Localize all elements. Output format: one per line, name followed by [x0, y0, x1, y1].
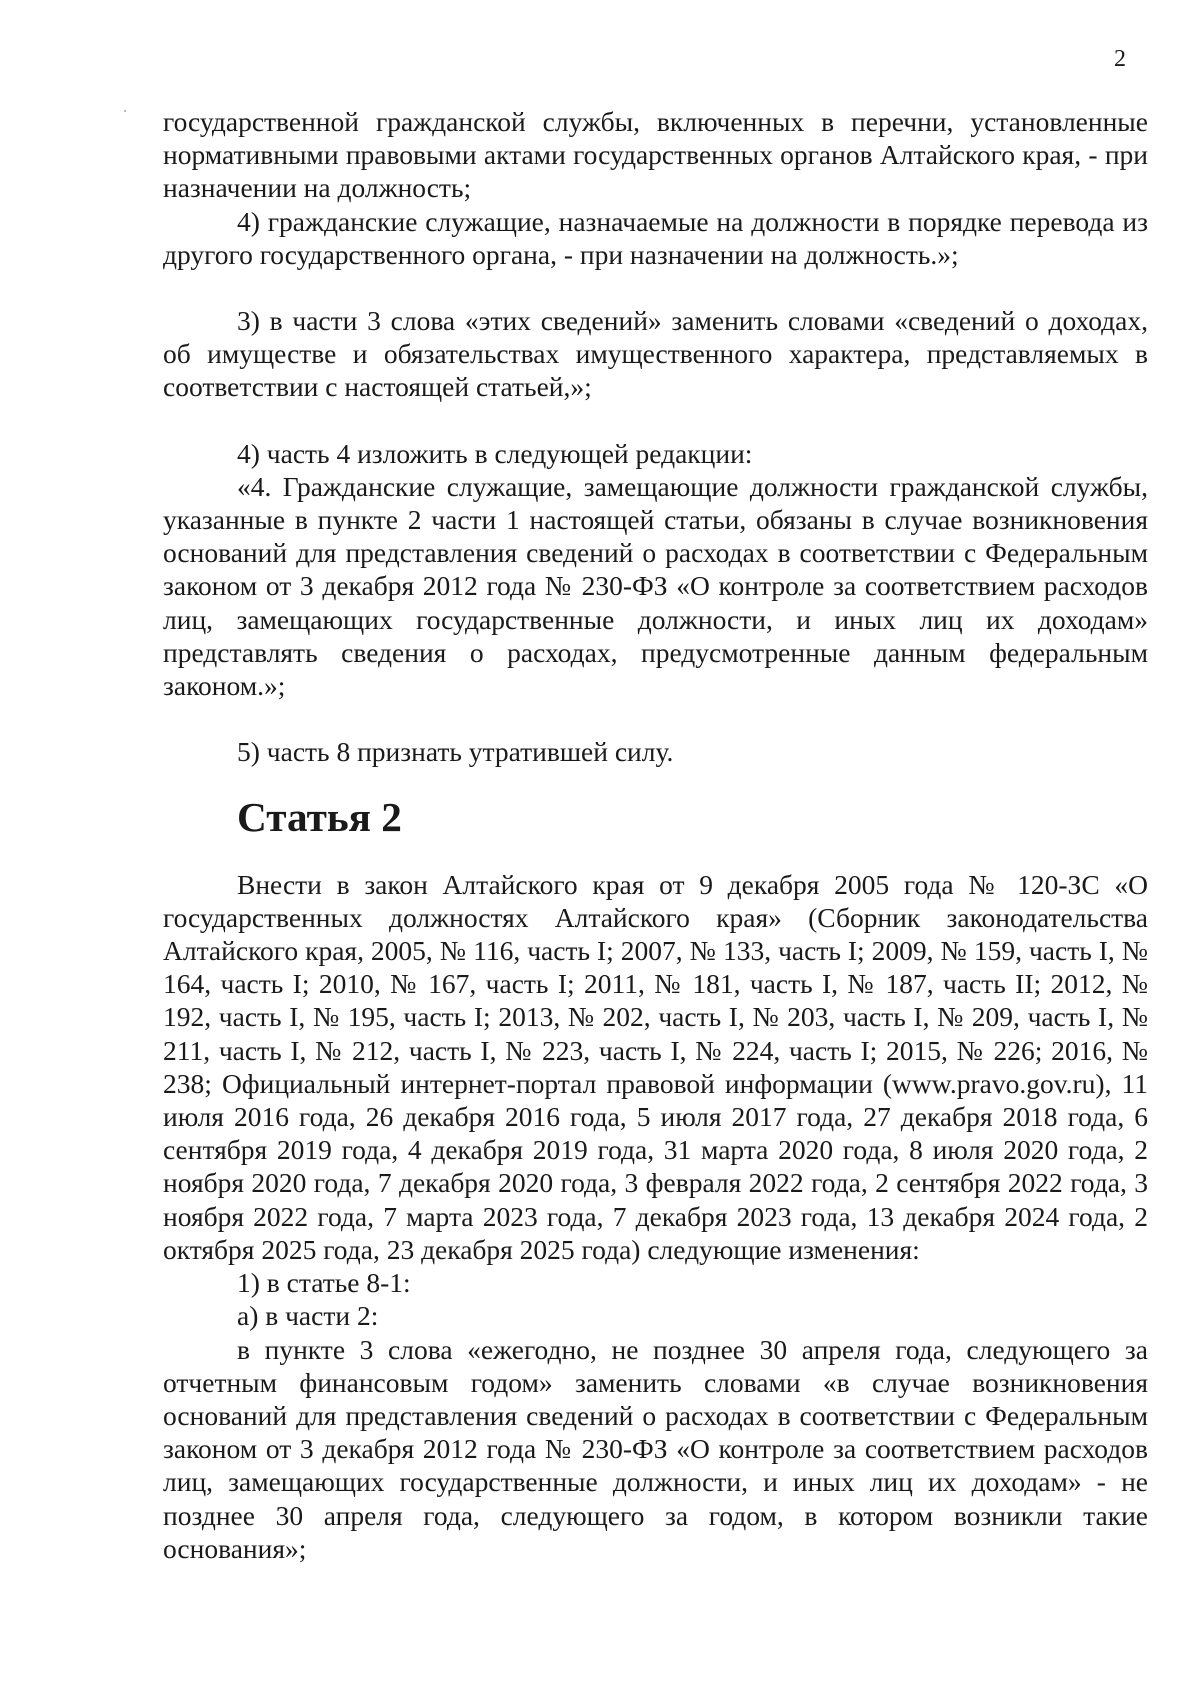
- paragraph-subitem-a: а) в части 2:: [237, 1300, 379, 1332]
- scan-speck: [124, 110, 126, 112]
- page-number: 2: [1114, 46, 1126, 72]
- paragraph-point-3: в пункте 3 слова «ежегодно, не позднее 30 апреля года, следующего за отчетным финансовым годом» заменить словами «в случае возникновения оснований для представления сведений о расходах в соответствии с Федеральным законом от 3 декабря 2012 года № 230-ФЗ «О контроле за соответствием расходов лиц, замещающих государственные должности, и иных лиц их доходам» - не позднее 30 апреля года, следующего за годом, в котором возникли такие основания»;: [163, 1333, 1148, 1564]
- paragraph-item-4: 4) гражданские служащие, назначаемые на должности в порядке перевода из другого государственного органа, - при назначении на должность.»;: [163, 205, 1148, 270]
- article-heading: Статья 2: [237, 794, 402, 841]
- paragraph-amendment-3: 3) в части 3 слова «этих сведений» заменить словами «сведений о доходах, об имуществе и обязательствах имущественного характера, представляемых в соответствии с настоящей статьей,»;: [163, 305, 1148, 403]
- paragraph-amendment-5: 5) часть 8 признать утратившей силу.: [237, 736, 674, 768]
- paragraph-gap: [163, 271, 1148, 304]
- paragraph-article-2-intro: Внести в закон Алтайского края от 9 декабря 2005 года № 120-ЗС «О государственных должностях Алтайского края» (Сборник законодательства Алтайского края, 2005, № 116, часть I; 2007, № 133, часть I; 2009, № 159, часть I, № 164, часть I; 2010, № 167, часть I; 2011, № 181, часть I, № 187, часть II; 2012, № 192, часть I, № 195, часть I; 2013, № 202, часть I, № 203, часть I, № 209, часть I, № 211, часть I, № 212, часть I, № 223, часть I, № 224, часть I; 2015, № 226; 2016, № 238; Официальный интернет-портал правовой информации (www.pravo.gov.ru), 11 июля 2016 года, 26 декабря 2016 года, 5 июля 2017 года, 27 декабря 2018 года, 6 сентября 2019 года, 4 декабря 2019 года, 31 марта 2020 года, 8 июля 2020 года, 2 ноября 2020 года, 7 декабря 2020 года, 3 февраля 2022 года, 2 сентября 2022 года, 3 ноября 2022 года, 7 марта 2023 года, 7 декабря 2023 года, 13 декабря 2024 года, 2 октября 2025 года, 23 декабря 2025 года) следующие изменения:: [163, 868, 1148, 1265]
- paragraph-amendment-4: 4) часть 4 изложить в следующей редакции:: [237, 437, 753, 469]
- paragraph-new-part-4: «4. Гражданские служащие, замещающие должности гражданской службы, указанные в пункте 2 части 1 настоящей статьи, обязаны в случае возникновения оснований для представления сведений о расходах в соответствии с Федеральным законом от 3 декабря 2012 года № 230-ФЗ «О контроле за соответствием расходов лиц, замещающих государственные должности, и иных лиц их доходам» представлять сведения о расходах, предусмотренные данным федеральным законом.»;: [163, 470, 1148, 702]
- paragraph-gap: [163, 404, 1148, 437]
- paragraph-item-1: 1) в статье 8-1:: [237, 1267, 411, 1299]
- paragraph-continuation: государственной гражданской службы, включенных в перечни, установленные нормативными правовыми актами государственных органов Алтайского края, - при назначении на должность;: [163, 106, 1148, 204]
- document-body: [163, 105, 1148, 1565]
- paragraph-gap: [163, 702, 1148, 735]
